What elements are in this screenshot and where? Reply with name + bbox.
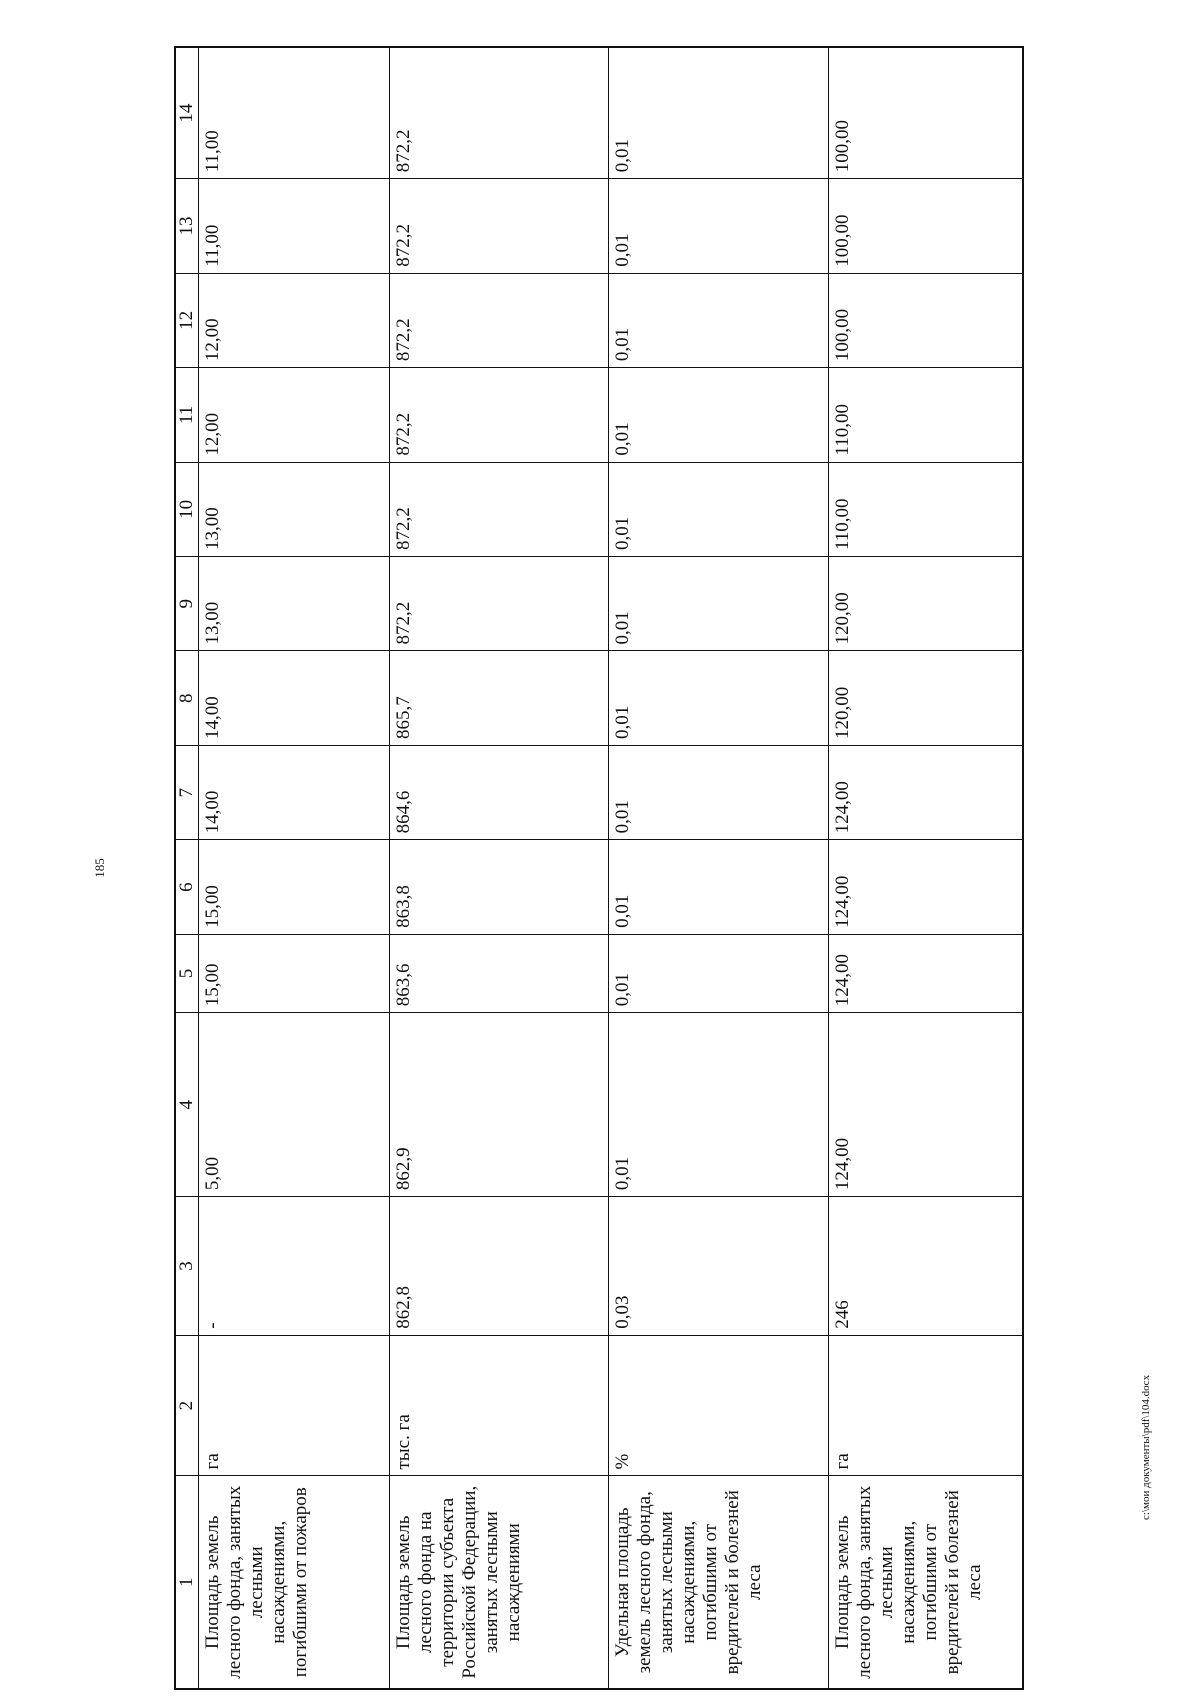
column-header-1: 1 — [175, 1476, 199, 1689]
header-row — [175, 47, 199, 1689]
value-cell: 0,01 — [609, 934, 828, 1012]
value-cell: 120,00 — [828, 557, 1023, 651]
table-row — [609, 47, 828, 1689]
value-cell: 100,00 — [828, 179, 1023, 273]
column-header-6: 6 — [175, 840, 199, 934]
value-cell: 0,01 — [609, 462, 828, 556]
value-cell: 0,01 — [609, 47, 828, 179]
value-cell: 15,00 — [199, 840, 390, 934]
value-cell: 0,03 — [609, 1197, 828, 1336]
column-header-10: 10 — [175, 462, 199, 556]
value-cell: 14,00 — [199, 651, 390, 745]
value-cell: 110,00 — [828, 462, 1023, 556]
column-header-2: 2 — [175, 1335, 199, 1476]
value-cell: 863,6 — [389, 934, 608, 1012]
value-cell: 872,2 — [389, 557, 608, 651]
value-cell: 12,00 — [199, 273, 390, 367]
value-cell: 246 — [828, 1197, 1023, 1336]
value-cell: 0,01 — [609, 179, 828, 273]
value-cell: 100,00 — [828, 47, 1023, 179]
value-cell: 872,2 — [389, 462, 608, 556]
indicator-name: Площадь земель лесного фонда, занятых лесными насаждениями, погибшими от пожаров — [199, 1476, 390, 1689]
value-cell: 872,2 — [389, 47, 608, 179]
value-cell: 13,00 — [199, 462, 390, 556]
column-header-5: 5 — [175, 934, 199, 1012]
value-cell: 0,01 — [609, 840, 828, 934]
indicator-name: Площадь земель лесного фонда, занятых лесными насаждениями, погибшими от вредителей и болезней леса — [828, 1476, 1023, 1689]
indicator-table-container — [174, 46, 1024, 1690]
table-row — [828, 47, 1023, 1689]
value-cell: 862,9 — [389, 1013, 608, 1197]
value-cell: 0,01 — [609, 273, 828, 367]
value-cell: - — [199, 1197, 390, 1336]
value-cell: 864,6 — [389, 745, 608, 839]
value-cell: 11,00 — [199, 47, 390, 179]
column-header-8: 8 — [175, 651, 199, 745]
value-cell: 110,00 — [828, 368, 1023, 462]
value-cell: 5,00 — [199, 1013, 390, 1197]
table-row — [199, 47, 390, 1689]
value-cell: 0,01 — [609, 1013, 828, 1197]
value-cell: 15,00 — [199, 934, 390, 1012]
value-cell: 0,01 — [609, 651, 828, 745]
value-cell: 872,2 — [389, 179, 608, 273]
value-cell: 862,8 — [389, 1197, 608, 1336]
value-cell: 11,00 — [199, 179, 390, 273]
value-cell: 872,2 — [389, 368, 608, 462]
footer-file-path: c:\мои документы\pdf\104.docx — [1140, 1374, 1152, 1520]
column-header-13: 13 — [175, 179, 199, 273]
unit-cell: тыс. га — [389, 1335, 608, 1476]
unit-cell: га — [199, 1335, 390, 1476]
value-cell: 863,8 — [389, 840, 608, 934]
value-cell: 0,01 — [609, 745, 828, 839]
value-cell: 12,00 — [199, 368, 390, 462]
column-header-3: 3 — [175, 1197, 199, 1336]
value-cell: 120,00 — [828, 651, 1023, 745]
value-cell: 124,00 — [828, 745, 1023, 839]
value-cell: 872,2 — [389, 273, 608, 367]
value-cell: 865,7 — [389, 651, 608, 745]
table-body — [199, 47, 1024, 1689]
value-cell: 0,01 — [609, 557, 828, 651]
indicator-name: Площадь земель лесного фонда на территории субъекта Российской Федерации, занятых лесными насаждениями — [389, 1476, 608, 1689]
value-cell: 124,00 — [828, 840, 1023, 934]
column-header-12: 12 — [175, 273, 199, 367]
value-cell: 13,00 — [199, 557, 390, 651]
column-header-14: 14 — [175, 47, 199, 179]
value-cell: 124,00 — [828, 1013, 1023, 1197]
unit-cell: га — [828, 1335, 1023, 1476]
column-header-4: 4 — [175, 1013, 199, 1197]
value-cell: 14,00 — [199, 745, 390, 839]
value-cell: 0,01 — [609, 368, 828, 462]
indicator-table — [174, 46, 1024, 1690]
table-header — [175, 47, 199, 1689]
unit-cell: % — [609, 1335, 828, 1476]
column-header-7: 7 — [175, 745, 199, 839]
table-row — [389, 47, 608, 1689]
indicator-name: Удельная площадь земель лесного фонда, занятых лесными насаждениями, погибшими от вредителей и болезней леса — [609, 1476, 828, 1689]
value-cell: 100,00 — [828, 273, 1023, 367]
page-number: 185 — [92, 858, 107, 878]
column-header-9: 9 — [175, 557, 199, 651]
column-header-11: 11 — [175, 368, 199, 462]
value-cell: 124,00 — [828, 934, 1023, 1012]
